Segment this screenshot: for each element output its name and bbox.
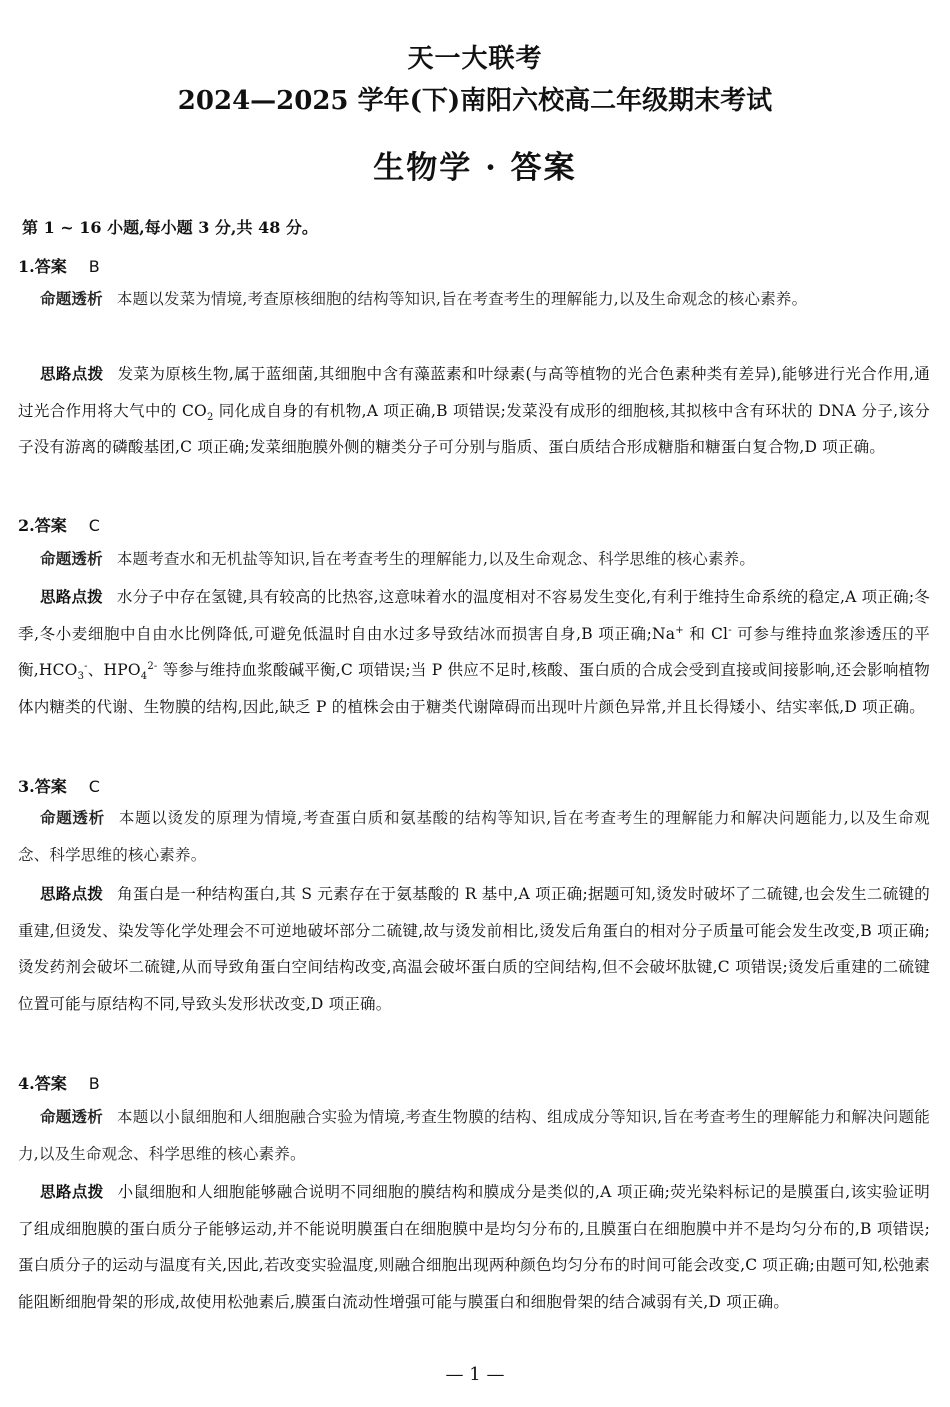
tips-text: 可参与维持血浆渗透压的平衡,HCO (18, 624, 930, 679)
tips-text: 发菜为原核生物,属于蓝细菌,其细胞中含有藻蓝素和叶绿素(与高等植物的光合色素种类有差异),能够进行光合作用,通过光合作用将大气中的 CO (18, 365, 930, 420)
answer-label: 答案 (34, 1074, 67, 1093)
analysis-text: 本题以烫发的原理为情境,考查蛋白质和氨基酸的结构等知识,旨在考查考生的理解能力和解决问题能力,以及生命观念、科学思维的核心素养。 (18, 809, 930, 864)
question-1-analysis (18, 281, 930, 318)
tips-text-cont: 同化成自身的有机物,A 项正确,B 项错误;发菜没有成形的细胞核,其拟核中含有环状的 DNA 分子,该分子没有游离的磷酸基团,C 项正确;发菜细胞膜外侧的糖类分子可分别与脂质、蛋白质结合形成糖脂和糖蛋白复合物,D 项正确。 (18, 401, 930, 456)
analysis-label: 命题透析 (40, 290, 103, 308)
question-1-answer (18, 254, 100, 277)
answer-label: 答案 (34, 777, 67, 796)
question-1-tips (18, 356, 930, 466)
section-intro: 第 1 ~ 16 小题,每小题 3 分,共 48 分。 (22, 218, 318, 237)
analysis-label: 命题透析 (40, 809, 105, 827)
tips-text: 角蛋白是一种结构蛋白,其 S 元素存在于氨基酸的 R 基中,A 项正确;据题可知,烫发时破坏了二硫键,也会发生二硫键的重建,但烫发、染发等化学处理会不可逆地破坏部分二硫键,故与烫发前相比,烫发后角蛋白的相对分子质量可能会发生改变,B 项正确;烫发药剂会破坏二硫键,从而导致角蛋白空间结构改变,高温会破坏蛋白质的空间结构,但不会破坏肽键,C 项错误;烫发后重建的二硫键位置可能与原结构不同,导致头发形状改变,D 项正确。 (18, 885, 930, 1013)
question-4-answer (18, 1071, 100, 1094)
question-3-analysis (18, 800, 930, 873)
answer-value: B (88, 1074, 100, 1093)
subscript: 2 (206, 411, 214, 423)
superscript: - (728, 624, 732, 636)
analysis-label: 命题透析 (40, 550, 103, 568)
question-2-answer (18, 513, 100, 536)
question-3-answer (18, 774, 100, 797)
exam-title: 2024—2025 学年(下)南阳六校高二年级期末考试 (177, 86, 773, 116)
tips-text: 和 Cl (683, 624, 729, 643)
tips-text: 水分子中存在氢键,具有较高的比热容,这意味着水的温度相对不容易发生变化,有利于维持生命系统的稳定,A 项正确;冬季,冬小麦细胞中自由水比例降低,可避免低温时自由水过多导致结冰而损害自身,B 项正确;Na (18, 588, 930, 643)
answer-label: 答案 (34, 257, 67, 276)
tips-label: 思路点拨 (40, 365, 104, 383)
question-2-analysis (18, 541, 930, 578)
analysis-text: 本题以小鼠细胞和人细胞融合实验为情境,考查生物膜的结构、组成成分等知识,旨在考查考生的理解能力和解决问题能力,以及生命观念、科学思维的核心素养。 (18, 1108, 930, 1163)
subscript: 4 (140, 671, 148, 683)
answer-label: 答案 (34, 516, 67, 535)
alliance-title: 天一大联考 (407, 44, 543, 74)
answer-value: C (88, 777, 100, 796)
question-4-tips (18, 1174, 930, 1320)
tips-text: 小鼠细胞和人细胞能够融合说明不同细胞的膜结构和膜成分是类似的,A 项正确;荧光染料标记的是膜蛋白,该实验证明了组成细胞膜的蛋白质分子能够运动,并不能说明膜蛋白在细胞膜中是均匀分布的,且膜蛋白在细胞膜中并不是均匀分布的,B 项错误;蛋白质分子的运动与温度有关,因此,若改变实验温度,则融合细胞出现两种颜色均匀分布的时间可能会改变,C 项正确;由题可知,松弛素能阻断细胞骨架的形成,故使用松弛素后,膜蛋白流动性增强可能与膜蛋白和细胞骨架的结合减弱有关,D 项正确。 (18, 1183, 930, 1311)
analysis-label: 命题透析 (40, 1108, 103, 1126)
question-number: 2. (18, 516, 35, 535)
answer-value: B (88, 257, 100, 276)
question-number: 3. (18, 777, 35, 796)
question-3-tips (18, 876, 930, 1022)
tips-label: 思路点拨 (40, 1183, 104, 1201)
question-number: 1. (18, 257, 35, 276)
question-2-tips (18, 579, 930, 725)
subscript: 3 (77, 671, 85, 683)
superscript: + (675, 624, 684, 636)
tips-label: 思路点拨 (40, 588, 103, 606)
analysis-text: 本题考查水和无机盐等知识,旨在考查考生的理解能力,以及生命观念、科学思维的核心素养。 (116, 550, 756, 568)
question-number: 4. (18, 1074, 35, 1093)
question-4-analysis (18, 1099, 930, 1172)
subject-title: 生物学 · 答案 (373, 150, 577, 186)
analysis-text: 本题以发菜为情境,考查原核细胞的结构等知识,旨在考查考生的理解能力,以及生命观念的核心素养。 (116, 290, 808, 308)
page-number: — 1 — (445, 1364, 505, 1385)
answer-value: C (88, 516, 100, 535)
tips-text: 等参与维持血浆酸碱平衡,C 项错误;当 P 供应不足时,核酸、蛋白质的合成会受到直接或间接影响,还会影响植物体内糖类的代谢、生物膜的结构,因此,缺乏 P 的植株会由于糖类代谢障碍而出现叶片颜色异常,并且长得矮小、结实率低,D 项正确。 (18, 661, 930, 716)
superscript: 2- (147, 660, 158, 672)
tips-text: 、HPO (87, 661, 141, 679)
superscript: - (84, 660, 88, 672)
tips-label: 思路点拨 (40, 885, 104, 903)
